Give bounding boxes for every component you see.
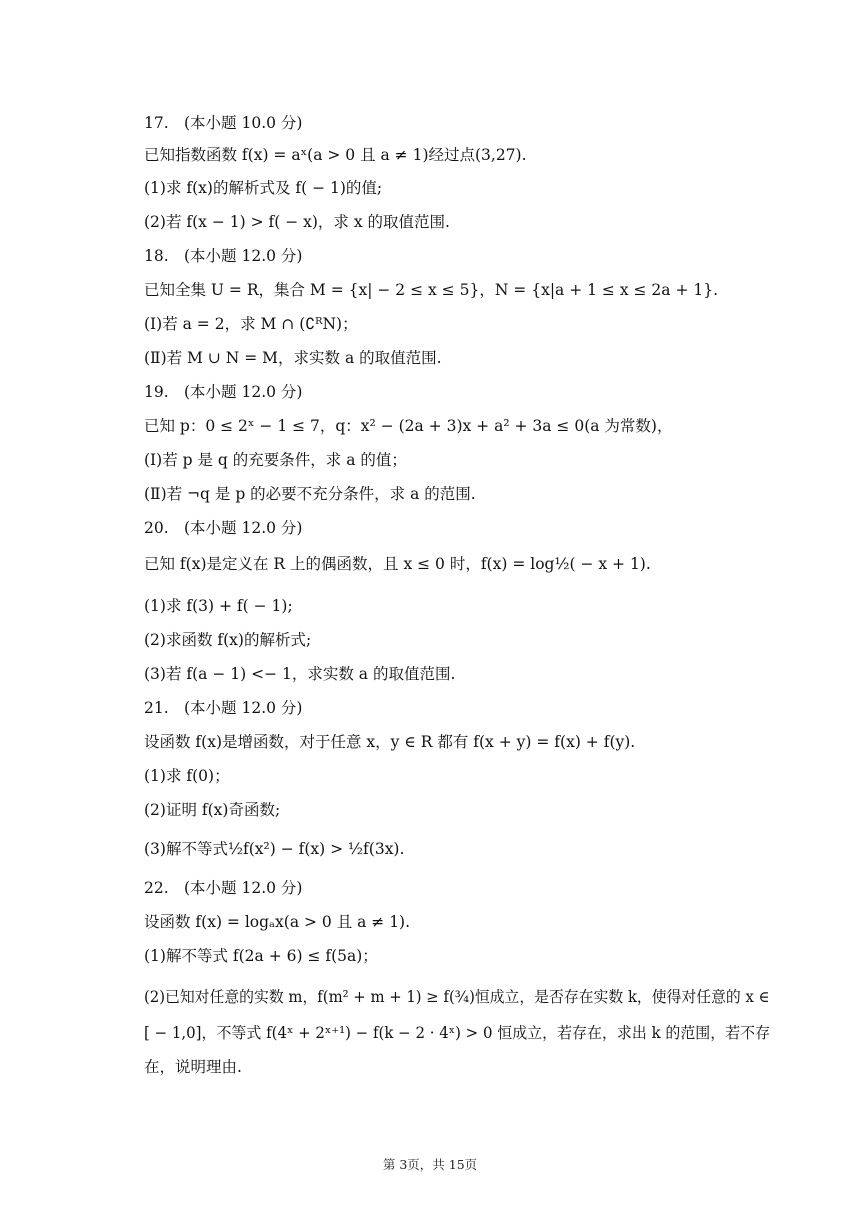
question-22-part-1: (1)解不等式 f(2a + 6) ≤ f(5a)； bbox=[144, 947, 378, 965]
question-points: (本小题 12.0 分) bbox=[184, 247, 303, 265]
question-20-stem: 已知 f(x)是定义在 R 上的偶函数，且 x ≤ 0 时，f(x) = log½( − x + 1). bbox=[144, 555, 651, 573]
question-19-header bbox=[144, 381, 302, 403]
question-21-part-1: (1)求 f(0)； bbox=[144, 767, 230, 785]
question-19-part-2: (Ⅱ)若 ¬q 是 p 的必要不充分条件，求 a 的范围. bbox=[144, 485, 476, 503]
question-number: 20. bbox=[144, 519, 169, 537]
question-18-header bbox=[144, 245, 302, 267]
question-21-part-3: (3)解不等式½f(x²) − f(x) > ½f(3x). bbox=[144, 840, 405, 858]
question-number: 17. bbox=[144, 114, 169, 132]
question-17-stem: 已知指数函数 f(x) = aˣ(a > 0 且 a ≠ 1)经过点(3,27). bbox=[144, 146, 527, 164]
question-20-part-1: (1)求 f(3) + f( − 1); bbox=[144, 597, 293, 615]
question-22-part-2: (2)已知对任意的实数 m，f(m² + m + 1) ≥ f(¾)恒成立，是否存在实数 k，使得对任意的 x ∈ bbox=[144, 988, 770, 1006]
question-number: 22. bbox=[144, 879, 169, 897]
question-21-part-2: (2)证明 f(x)奇函数; bbox=[144, 801, 281, 819]
question-number: 21. bbox=[144, 699, 169, 717]
question-points: (本小题 10.0 分) bbox=[184, 114, 303, 132]
question-17-part-1: (1)求 f(x)的解析式及 f( − 1)的值; bbox=[144, 179, 383, 197]
question-22-part-2-cont: [ − 1,0]，不等式 f(4ˣ + 2ˣ⁺¹) − f(k − 2 · 4ˣ) > 0 恒成立，若存在，求出 k 的范围，若不存 bbox=[144, 1024, 771, 1042]
question-17-header bbox=[144, 112, 302, 134]
question-22-part-2-end: 在，说明理由. bbox=[144, 1058, 242, 1076]
question-18-part-2: (Ⅱ)若 M ∪ N = M，求实数 a 的取值范围. bbox=[144, 349, 442, 367]
question-points: (本小题 12.0 分) bbox=[184, 383, 303, 401]
question-21-header bbox=[144, 697, 302, 719]
question-19-part-1: (Ⅰ)若 p 是 q 的充要条件，求 a 的值； bbox=[144, 451, 407, 469]
question-22-stem: 设函数 f(x) = logₐx(a > 0 且 a ≠ 1). bbox=[144, 913, 411, 931]
question-18-part-1: (Ⅰ)若 a = 2，求 M ∩ (∁ᴿN)； bbox=[144, 315, 358, 333]
question-20-part-2: (2)求函数 f(x)的解析式; bbox=[144, 631, 312, 649]
question-19-stem: 已知 p：0 ≤ 2ˣ − 1 ≤ 7，q：x² − (2a + 3)x + a² + 3a ≤ 0(a 为常数)， bbox=[144, 417, 673, 435]
question-20-part-3: (3)若 f(a − 1) <− 1，求实数 a 的取值范围. bbox=[144, 665, 456, 683]
question-number: 19. bbox=[144, 383, 169, 401]
question-17-part-2: (2)若 f(x − 1) > f( − x)，求 x 的取值范围. bbox=[144, 213, 450, 231]
question-points: (本小题 12.0 分) bbox=[184, 879, 303, 897]
question-22-header bbox=[144, 877, 302, 899]
question-18-stem: 已知全集 U = R，集合 M = {x| − 2 ≤ x ≤ 5}，N = {x|a + 1 ≤ x ≤ 2a + 1}. bbox=[144, 281, 719, 299]
question-points: (本小题 12.0 分) bbox=[184, 519, 303, 537]
question-points: (本小题 12.0 分) bbox=[184, 699, 303, 717]
question-number: 18. bbox=[144, 247, 169, 265]
page-footer: 第 3页，共 15页 bbox=[382, 1157, 478, 1172]
question-20-header bbox=[144, 517, 302, 539]
question-21-stem: 设函数 f(x)是增函数，对于任意 x，y ∈ R 都有 f(x + y) = f(x) + f(y). bbox=[144, 733, 636, 751]
